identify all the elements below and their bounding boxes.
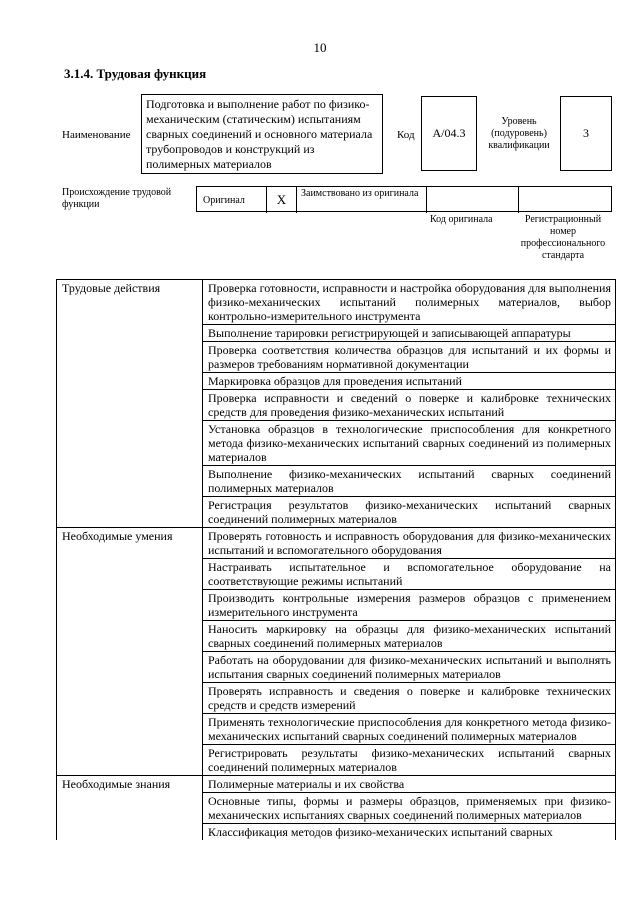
name-label: Наименование xyxy=(62,129,131,141)
item-cell: Проверять готовность и исправность оборудования для физико-механических испытаний и вспомогательного оборудования xyxy=(203,528,616,559)
category-cell: Необходимые знания xyxy=(57,776,203,841)
item-cell: Проверка исправности и сведений о поверке и калибровке технических средств для проведения физико-механических испытаний xyxy=(203,390,616,421)
item-cell: Регистрация результатов физико-механических испытаний сварных соединений полимерных материалов xyxy=(203,497,616,528)
item-cell: Применять технологические приспособления для конкретного метода физико-механических испытаний сварных соединений полимерных материалов xyxy=(203,714,616,745)
origin-row xyxy=(196,186,612,212)
category-cell: Необходимые умения xyxy=(57,528,203,776)
borrowed-label: Заимствовано из оригинала xyxy=(297,187,427,213)
category-cell: Трудовые действия xyxy=(57,280,203,528)
code-box xyxy=(421,96,477,171)
table-row xyxy=(57,776,616,793)
item-cell: Настраивать испытательное и вспомогательное оборудование на соответствующие режимы испытаний xyxy=(203,559,616,590)
code-value: A/04.3 xyxy=(432,126,466,140)
item-cell: Выполнение физико-механических испытаний сварных соединений полимерных материалов xyxy=(203,466,616,497)
page-number: 10 xyxy=(313,40,327,55)
table-row xyxy=(57,280,616,325)
registration-number-caption: Регистрационный номер профессионального стандарта xyxy=(520,214,606,261)
item-cell: Производить контрольные измерения размеров образцов с применением измерительного инструмента xyxy=(203,590,616,621)
function-details-table xyxy=(56,279,616,840)
item-cell: Проверять исправность и сведения о поверке и калибровке технических средств и средств измерений xyxy=(203,683,616,714)
function-name-value: Подготовка и выполнение работ по физико-механическим (статическим) испытаниям сварных соединений и основного материала трубопроводов и конструкций из полимерных материалов xyxy=(146,97,373,171)
original-mark: X xyxy=(267,187,297,213)
original-code-caption: Код оригинала xyxy=(430,214,493,225)
item-cell: Проверка соответствия количества образцов для испытаний и их формы и размеров требованиям нормативной документации xyxy=(203,342,616,373)
table-row xyxy=(57,528,616,559)
item-cell: Основные типы, формы и размеры образцов, применяемых при физико-механических испытаниях сварных соединений полимерных материалов xyxy=(203,793,616,824)
original-label: Оригинал xyxy=(197,187,267,213)
level-box xyxy=(560,96,612,171)
item-cell: Выполнение тарировки регистрирующей и записывающей аппаратуры xyxy=(203,325,616,342)
item-cell: Регистрировать результаты физико-механических испытаний сварных соединений полимерных материалов xyxy=(203,745,616,776)
item-cell: Классификация методов физико-механических испытаний сварных xyxy=(203,824,616,841)
item-cell: Полимерные материалы и их свойства xyxy=(203,776,616,793)
function-name-box xyxy=(141,94,383,174)
item-cell: Установка образцов в технологические приспособления для конкретного метода физико-механических испытаний сварных соединений из полимерных материалов xyxy=(203,421,616,466)
item-cell: Наносить маркировку на образцы для физико-механических испытаний сварных соединений полимерных материалов xyxy=(203,621,616,652)
level-value: 3 xyxy=(583,126,589,140)
section-title: 3.1.4. Трудовая функция xyxy=(64,66,207,81)
item-cell: Маркировка образцов для проведения испытаний xyxy=(203,373,616,390)
registration-number-cell xyxy=(519,187,611,213)
origin-label: Происхождение трудовой функции xyxy=(62,187,172,210)
level-label: Уровень (подуровень) квалификации xyxy=(488,116,550,151)
item-cell: Работать на оборудовании для физико-механических испытаний и выполнять испытания сварных соединений полимерных материалов xyxy=(203,652,616,683)
code-label: Код xyxy=(397,129,415,141)
original-code-cell xyxy=(427,187,519,213)
item-cell: Проверка готовности, исправности и настройка оборудования для выполнения физико-механических испытаний полимерных материалов, выбор контрольно-измерительного инструмента xyxy=(203,280,616,325)
